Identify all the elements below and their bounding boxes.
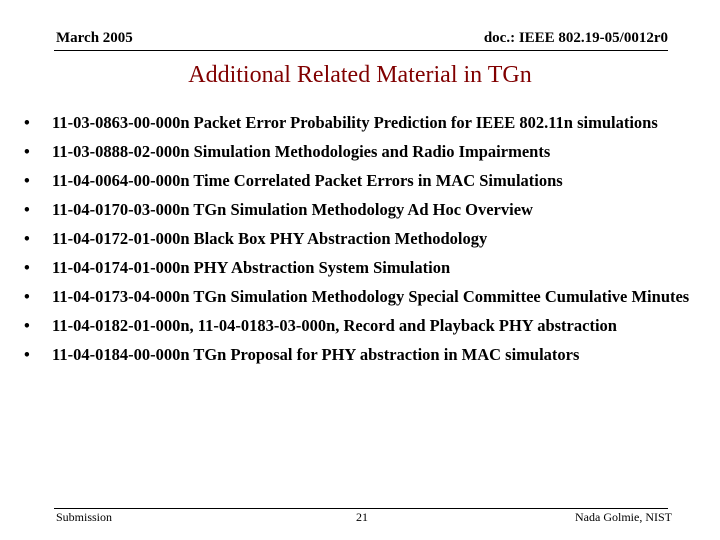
- bullet-dot: •: [24, 258, 30, 277]
- bullet-dot: •: [24, 171, 30, 190]
- bullet-text: 11-03-0888-02-000n Simulation Methodologies and Radio Impairments: [52, 142, 551, 161]
- bullet-dot: •: [24, 142, 30, 161]
- bullet-item: [22, 169, 712, 192]
- bullet-text: 11-03-0863-00-000n Packet Error Probability Prediction for IEEE 802.11n simulations: [52, 113, 658, 132]
- footer-divider: [54, 508, 668, 509]
- bullet-text: 11-04-0172-01-000n Black Box PHY Abstraction Methodology: [52, 229, 488, 248]
- bullet-text: 11-04-0174-01-000n PHY Abstraction System Simulation: [52, 258, 451, 277]
- bullet-text: 11-04-0184-00-000n TGn Proposal for PHY abstraction in MAC simulators: [52, 345, 580, 364]
- footer-submission: Submission: [56, 510, 113, 524]
- bullet-text: 11-04-0064-00-000n Time Correlated Packet Errors in MAC Simulations: [52, 171, 563, 190]
- bullet-dot: •: [24, 287, 30, 306]
- bullet-item: [22, 314, 712, 337]
- bullet-item: [22, 285, 712, 308]
- bullet-dot: •: [24, 113, 30, 132]
- bullet-item: [22, 140, 712, 163]
- bullet-list: [22, 111, 712, 372]
- bullet-item: [22, 198, 712, 221]
- bullet-dot: •: [24, 345, 30, 364]
- bullet-text: 11-04-0182-01-000n, 11-04-0183-03-000n, Record and Playback PHY abstraction: [52, 316, 617, 335]
- bullet-item: [22, 111, 712, 134]
- header-date: March 2005: [56, 30, 133, 46]
- bullet-dot: •: [24, 200, 30, 219]
- slide-title: Additional Related Material in TGn: [188, 62, 532, 88]
- page-number: 21: [356, 510, 368, 524]
- header-divider: [54, 50, 668, 51]
- bullet-item: [22, 256, 712, 279]
- bullet-item: [22, 343, 712, 366]
- bullet-item: [22, 227, 712, 250]
- bullet-dot: •: [24, 229, 30, 248]
- bullet-text: 11-04-0173-04-000n TGn Simulation Methodology Special Committee Cumulative Minutes: [52, 287, 690, 306]
- bullet-dot: •: [24, 316, 30, 335]
- footer-author: Nada Golmie, NIST: [575, 510, 672, 524]
- bullet-text: 11-04-0170-03-000n TGn Simulation Methodology Ad Hoc Overview: [52, 200, 533, 219]
- header-doc-id: doc.: IEEE 802.19-05/0012r0: [483, 30, 668, 46]
